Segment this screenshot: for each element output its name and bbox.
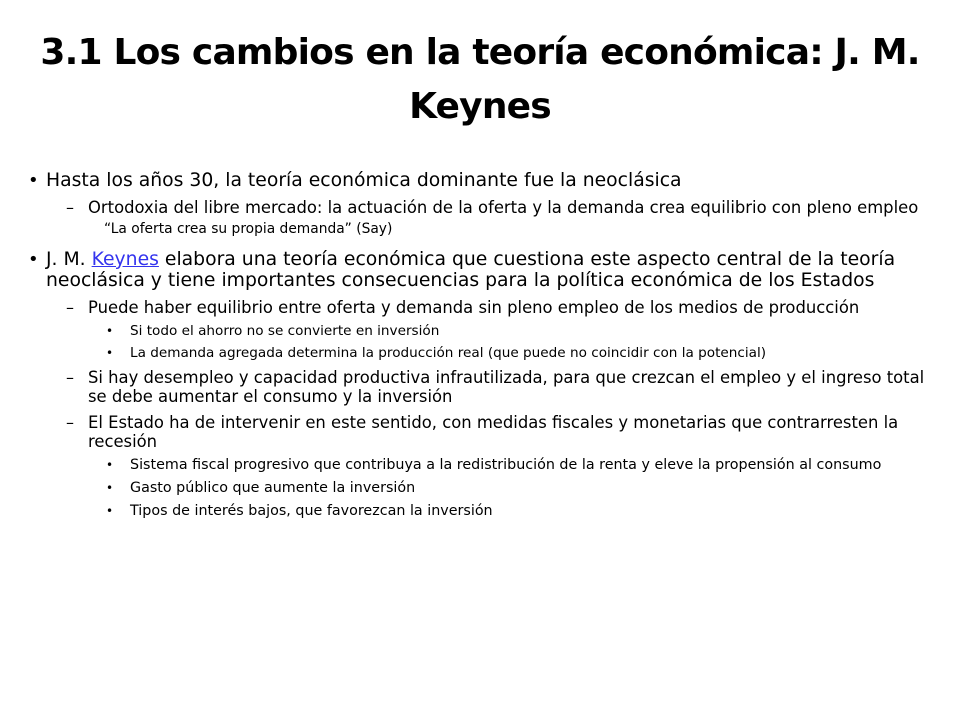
sub-sub-bullet-text: Tipos de interés bajos, que favorezcan la inversión — [130, 503, 493, 519]
sub-bullet-text: Ortodoxia del libre mercado: la actuación de la oferta y la demanda crea equilibrio con pleno empleo — [88, 198, 919, 217]
sub-sub-bullet-text: Sistema fiscal progresivo que contribuya a la redistribución de la renta y eleve la propensión al consumo — [130, 457, 882, 473]
dash-marker: – — [66, 368, 74, 387]
bullet-keynes — [0, 249, 960, 291]
sub-sub-bullet-text: La demanda agregada determina la producción real (que puede no coincidir con la potencial) — [130, 345, 767, 361]
bullet-prefix: J. M. — [46, 249, 92, 270]
bullet-dot: • — [28, 170, 39, 191]
sub-bullet-orthodoxy — [0, 198, 960, 217]
dash-marker: – — [66, 198, 74, 217]
sub-bullet-unemployment — [0, 368, 960, 406]
bullet-dot: • — [106, 324, 114, 338]
sub-sub-bullet-text: Si todo el ahorro no se convierte en inversión — [130, 323, 440, 339]
bullet-suffix: elabora una teoría económica que cuestiona este aspecto central de la teoría neoclásica y tiene importantes consecuencias para la política económica de los Estados — [46, 249, 896, 291]
bullet-neoclassical — [0, 170, 960, 191]
bullet-text: Hasta los años 30, la teoría económica dominante fue la neoclásica — [46, 170, 682, 191]
sub-sub-bullet-savings — [0, 323, 960, 339]
sub-sub-bullet-aggregate-demand — [0, 345, 960, 361]
quote-text: “La oferta crea su propia demanda” (Say) — [104, 221, 393, 237]
sub-bullet-text: Puede haber equilibrio entre oferta y demanda sin pleno empleo de los medios de producción — [88, 298, 860, 317]
sub-sub-bullet-text: Gasto público que aumente la inversión — [130, 480, 416, 496]
slide-body — [0, 170, 960, 520]
sub-bullet-text: Si hay desempleo y capacidad productiva infrautilizada, para que crezcan el empleo y el ingreso total se debe aumentar el consumo y la inversión — [88, 368, 925, 406]
dash-marker: – — [66, 298, 74, 317]
sub-sub-bullet-interest-rates — [0, 503, 960, 520]
bullet-dot: • — [106, 481, 114, 495]
sub-bullet-state-intervention — [0, 413, 960, 451]
slide-title: 3.1 Los cambios en la teoría económica: J. M. Keynes — [40, 32, 920, 127]
keynes-link[interactable]: Keynes — [91, 249, 159, 270]
bullet-dot: • — [28, 249, 39, 270]
bullet-dot: • — [106, 458, 114, 472]
bullet-dot: • — [106, 346, 114, 360]
say-quote — [0, 221, 960, 237]
bullet-dot: • — [106, 504, 114, 518]
sub-bullet-text: El Estado ha de intervenir en este sentido, con medidas fiscales y monetarias que contrarresten la recesión — [88, 413, 899, 451]
sub-bullet-equilibrium — [0, 298, 960, 317]
sub-sub-bullet-fiscal-system — [0, 457, 960, 474]
dash-marker: – — [66, 413, 74, 432]
sub-sub-bullet-public-spending — [0, 480, 960, 497]
